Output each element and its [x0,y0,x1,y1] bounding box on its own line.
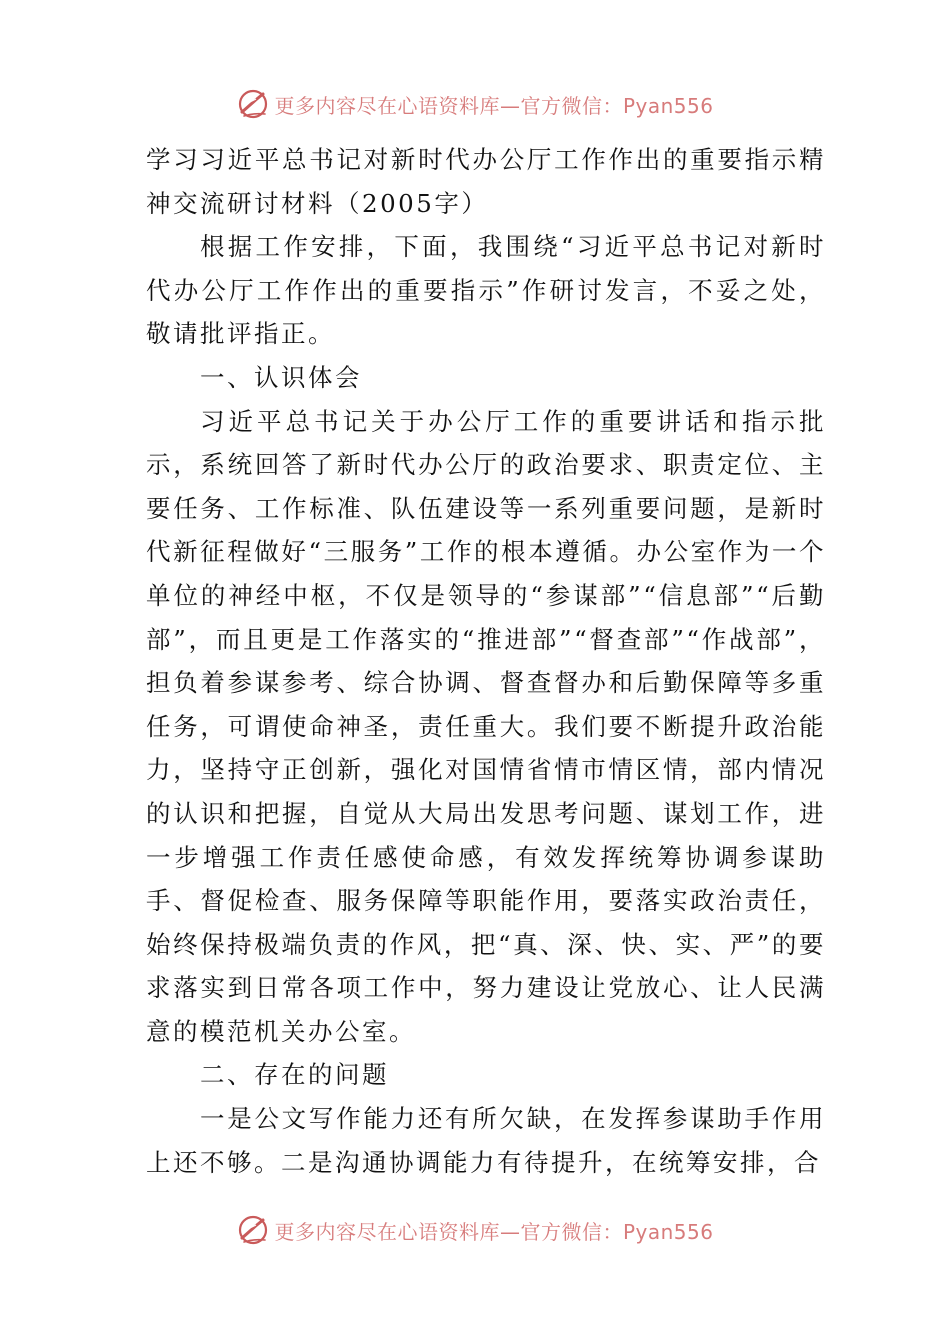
footer-banner-text: 更多内容尽在心语资料库—官方微信：Pyan556 [274,1219,714,1244]
paragraph-problems: 一是公文写作能力还有所欠缺，在发挥参谋助手作用上还不够。二是沟通协调能力有待提升，在统筹安排，合 [146,1104,826,1177]
paragraph-understanding: 习近平总书记关于办公厅工作的重要讲话和指示批示，系统回答了新时代办公厅的政治要求、职责定位、主要任务、工作标准、队伍建设等一系列重要问题，是新时代新征程做好“三服务”工作的根本遵循。办公室作为一个单位的神经中枢，不仅是领导的“参谋部”“信息部”“后勤部”，而且更是工作落实的“推进部”“督查部”“作战部”，担负着参谋参考、综合协调、督查督办和后勤保障等多重任务，可谓使命神圣，责任重大。我们要不断提升政治能力，坚持守正创新，强化对国情省情市情区情，部内情况的认识和把握，自觉从大局出发思考问题、谋划工作，进一步增强工作责任感使命感，有效发挥统筹协调参谋助手、督促检查、服务保障等职能作用，要落实政治责任，始终保持极端负责的作风，把“真、深、快、实、严”的要求落实到日常各项工作中，努力建设让党放心、让人民满意的模范机关办公室。 [146,406,826,1046]
pen-signature-icon [236,87,270,121]
pen-signature-icon [236,1213,270,1247]
section-heading-1: 一、认识体会 [200,362,362,392]
paragraph-intro: 根据工作安排，下面，我围绕“习近平总书记对新时代办公厅工作作出的重要指示”作研讨发言，不妥之处，敬请批评指正。 [146,232,826,349]
header-banner [0,84,950,124]
document-body [146,138,826,1184]
header-banner-text: 更多内容尽在心语资料库—官方微信：Pyan556 [274,93,714,118]
document-title: 学习习近平总书记对新时代办公厅工作作出的重要指示精神交流研讨材料（2005字） [146,145,826,218]
section-heading-2: 二、存在的问题 [200,1060,389,1090]
footer-banner [0,1210,950,1250]
